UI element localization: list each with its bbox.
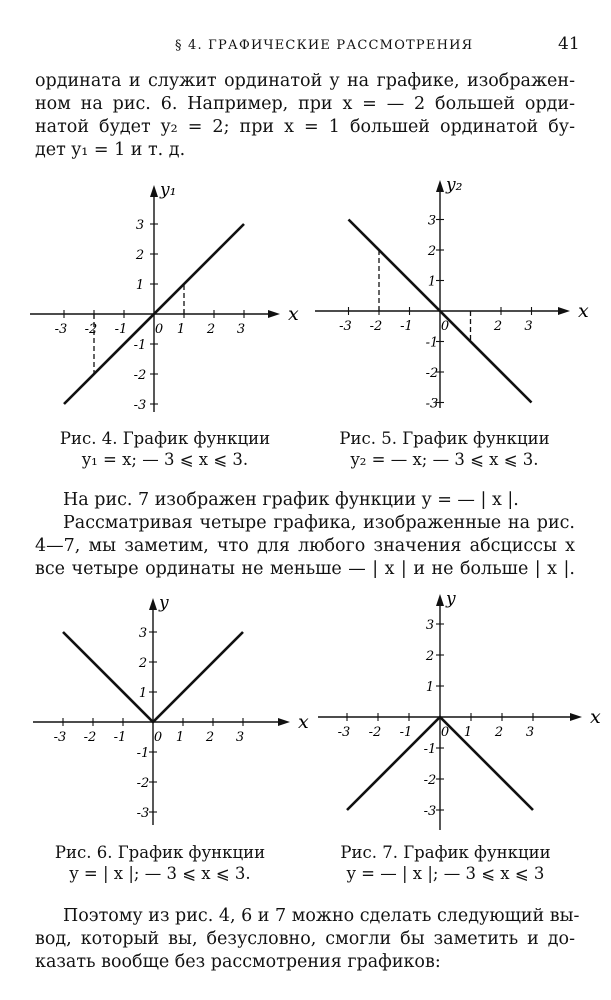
y-tick-label: 1: [427, 274, 437, 290]
text-line: дет y₁ = 1 и т. д.: [35, 140, 186, 160]
x-axis-label: x: [578, 300, 589, 322]
x-tick-label: -2: [368, 725, 382, 740]
x-tick-label: 2: [205, 730, 215, 745]
x-tick-label: 3: [235, 730, 245, 745]
y-tick-label: 2: [135, 248, 145, 263]
y-tick-label: 3: [427, 213, 437, 229]
x-tick-label: 2: [206, 322, 216, 337]
y-tick-label: 3: [138, 626, 148, 641]
x-tick-label: -2: [83, 730, 97, 745]
x-tick-label: 0: [153, 730, 163, 745]
y-tick-label: -3: [423, 804, 437, 819]
caption-line: Рис. 6. График функции: [54, 843, 266, 862]
caption-line: y₂ = — x; — 3 ⩽ x ⩽ 3.: [350, 450, 539, 469]
caption-line: Рис. 4. График функции: [59, 429, 271, 448]
caption-line: y = — | x |; — 3 ⩽ x ⩽ 3: [346, 864, 545, 883]
y-tick-label: 1: [138, 686, 148, 701]
x-tick-label: 2: [493, 319, 503, 334]
text-line: казать вообще без рассмотрения графиков:: [35, 952, 441, 972]
x-axis-label: x: [590, 706, 601, 728]
x-tick-label: -1: [399, 725, 413, 740]
x-tick-label: 3: [524, 319, 533, 334]
page-number: 41: [558, 34, 580, 54]
y-tick-label: 2: [427, 244, 437, 259]
x-tick-label: 1: [463, 725, 473, 740]
x-tick-label: -3: [339, 319, 352, 334]
y-tick-label: -3: [425, 396, 439, 412]
y-tick-label: -3: [133, 398, 147, 413]
text-line: все четыре ординаты не меньше — | x | и не больше | x |.: [35, 559, 575, 579]
y-axis-arrow: [436, 594, 444, 606]
x-axis-arrow: [570, 713, 582, 721]
y-tick-label: 2: [138, 656, 148, 671]
figure-7-caption: [318, 842, 573, 884]
x-axis-label: x: [288, 303, 299, 325]
x-tick-label: -2: [369, 319, 383, 334]
x-axis-label: x: [298, 711, 309, 733]
x-tick-label: 0: [440, 725, 450, 740]
y-tick-label: 3: [425, 618, 435, 633]
text-line: Рассматривая четыре графика, изображенные на рис.: [63, 513, 575, 533]
x-tick-label: -3: [53, 730, 67, 745]
x-tick-label: -2: [84, 322, 98, 337]
y-tick-label: -2: [423, 773, 437, 788]
text-line: натой будет y₂ = 2; при x = 1 большей ординатой бу-: [35, 117, 575, 137]
text-line: ордината и служит ординатой y на графике, изображен-: [35, 71, 575, 91]
text-line: 4—7, мы заметим, что для любого значения абсциссы x: [35, 536, 575, 556]
y-tick-label: -1: [136, 746, 150, 761]
y-tick-label: -2: [425, 366, 439, 381]
x-tick-label: 1: [175, 730, 185, 745]
caption-line: y₁ = x; — 3 ⩽ x ⩽ 3.: [81, 450, 249, 469]
x-tick-label: 3: [236, 322, 246, 337]
x-tick-label: -1: [114, 322, 128, 337]
y-tick-label: 3: [135, 218, 145, 233]
x-tick-label: 0: [154, 322, 164, 337]
x-tick-label: 0: [440, 319, 450, 334]
x-tick-label: 1: [176, 322, 186, 337]
y-axis-label: y: [446, 589, 456, 609]
y-tick-label: -3: [136, 806, 150, 821]
y-tick-label: 1: [425, 680, 435, 695]
x-tick-label: -1: [400, 319, 413, 334]
y-tick-label: -2: [136, 776, 150, 791]
y-axis-label: y₁: [160, 180, 177, 200]
x-tick-label: 2: [494, 725, 504, 740]
y-tick-label: -1: [133, 338, 147, 353]
y-tick-label: -1: [423, 742, 437, 757]
y-tick-label: -2: [133, 368, 147, 383]
text-line: ном на рис. 6. Например, при x = — 2 большей орди-: [35, 94, 575, 114]
y-tick-label: 2: [425, 649, 435, 664]
x-tick-label: -3: [54, 322, 68, 337]
x-tick-label: -1: [113, 730, 127, 745]
y-axis-label: y₂: [446, 175, 463, 195]
caption-line: Рис. 5. График функции: [339, 429, 550, 448]
x-tick-label: 3: [525, 725, 535, 740]
caption-line: Рис. 7. График функции: [340, 843, 551, 862]
section-title: § 4. ГРАФИЧЕСКИЕ РАССМОТРЕНИЯ: [175, 38, 474, 53]
text-line: На рис. 7 изображен график функции y = — | x |.: [63, 490, 519, 510]
y-axis-label: y: [159, 593, 169, 613]
text-line: вод, который вы, безусловно, смогли бы заметить и до-: [35, 929, 575, 949]
y-tick-label: -1: [425, 335, 439, 351]
final-paragraph: [35, 905, 580, 974]
text-line: Поэтому из рис. 4, 6 и 7 можно сделать следующий вы-: [63, 906, 580, 926]
x-tick-label: -3: [337, 725, 351, 740]
y-tick-label: 1: [135, 278, 145, 293]
caption-line: y = | x |; — 3 ⩽ x ⩽ 3.: [69, 864, 251, 883]
